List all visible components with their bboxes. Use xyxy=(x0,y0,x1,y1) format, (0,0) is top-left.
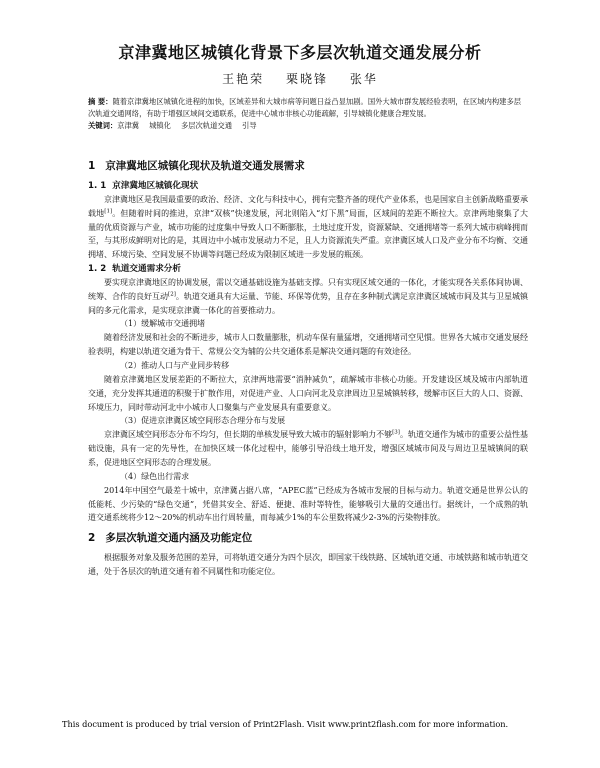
item-heading: （1）缓解城市交通拥堵 xyxy=(120,319,206,329)
abstract-label: 摘 要： xyxy=(88,97,113,106)
citation: [3] xyxy=(392,429,400,436)
author-name: 王艳荣 xyxy=(222,72,265,86)
item-heading: （3）促进京津冀区域空间形态合理分布与发展 xyxy=(120,416,286,426)
section-title: 京津冀地区城镇化现状及轨道交通发展需求 xyxy=(105,160,305,172)
item-heading: （4）绿色出行需求 xyxy=(120,471,190,481)
subsection-heading xyxy=(88,262,528,276)
paragraph-text: 京津冀区域空间形态分布不均匀，但长期的单核发展导致大城市的辐射影响力不够 xyxy=(104,430,393,440)
paragraph xyxy=(88,428,528,469)
paragraph: 随着经济发展和社会的不断进步，城市人口数量膨胀，机动车保有量猛增，交通拥堵司空见惯。世界各大城市交通发展经验表明，构建以轨道交通为骨干、常规公交为辅的公共交通体系是解决交通问题的有效途径。 xyxy=(88,333,528,357)
paragraph xyxy=(88,193,528,262)
keyword: 引导 xyxy=(242,121,257,130)
paragraph-text: 。轨道交通作为城市的重要公益性基础设施，具有一定的先导性，在加快区域一体化过程中，能够引导沿线土地开发，增强区域城市间及与周边卫星城镇间的联系，促进地区空间形态的合理发展。 xyxy=(88,430,528,467)
paper-body xyxy=(88,158,528,579)
paragraph-text: 要实现京津冀地区的协调发展，需以交通基础设施为基础支撑。只有实现区域交通的一体化，才能实现各关系体间协调、统筹、合作的良好互动 xyxy=(88,277,528,301)
item-heading: （2）推动人口与产业同步转移 xyxy=(120,360,230,370)
author-list xyxy=(0,70,600,87)
abstract-block xyxy=(88,96,528,132)
paragraph-text: 。轨道交通具有大运量、节能、环保等优势，且存在多种制式满足京津冀区域城市间及其与卫星城镇间的多元化需求，是实现京津冀一体化的首要推动力。 xyxy=(88,291,529,315)
paragraph xyxy=(88,276,528,317)
subsection-title: 京津冀地区城镇化现状 xyxy=(112,181,199,191)
keywords-label: 关键词： xyxy=(88,121,118,130)
author-name: 栗晓锋 xyxy=(285,72,328,86)
section-title: 多层次轨道交通内涵及功能定位 xyxy=(105,532,253,545)
paragraph-text: 。但随着时间的推进，京津“双核”快速发展，河北则陷入“灯下黑”局面，区域间的差距不断拉大。京津两地聚集了大量的优质资源与产业，城市功能的过度集中导致人口不断膨胀，土地过度开发，资源紧缺、交通拥堵等一系列大城市病峰拥而至，与其形成鲜明对比的是，其周边中小城市发展动力不足，且人力资源流失严重。京津冀区域人口及产业分布不均衡、交通拥堵、环境污染、空间发展不协调等问题已经成为限制区域进一步发展的瓶颈。 xyxy=(88,208,529,260)
section-number: 1 xyxy=(88,160,96,172)
author-name: 张华 xyxy=(349,72,378,86)
keyword: 京津冀 xyxy=(117,121,140,130)
citation: [1] xyxy=(104,208,113,215)
paper-title: 京津冀地区城镇化背景下多层次轨道交通发展分析 xyxy=(118,43,482,62)
paragraph: 根据服务对象及服务范围的差异，可将轨道交通分为四个层次，即国家干线铁路、区域轨道交通、市域铁路和城市轨道交通，处于各层次的轨道交通有着不同属性和功能定位。 xyxy=(88,553,528,576)
section-number: 2 xyxy=(88,532,96,545)
trial-watermark-text: This document is produced by trial version of Print2Flash. Visit www.print2flash.com for more information. xyxy=(62,719,509,729)
subsection-heading xyxy=(88,179,528,193)
keyword: 城镇化 xyxy=(149,121,171,130)
citation: [2] xyxy=(168,291,176,298)
subsection-number: 1. 2 xyxy=(88,263,107,274)
paragraph: 2014年中国空气最差十城中，京津冀占据八席，“APEC蓝”已经成为各城市发展的目标与动力。轨道交通是世界公认的低能耗、少污染的“绿色交通”，凭借其安全、舒适、便捷、准时等特性，能够吸引大量的交通出行。据统计，一个成熟的轨道交通系统将少12～20%的机动车出行周转量，而每减少1%的车公里数将减少2-3%的污染物排放。 xyxy=(88,485,528,523)
paragraph-text: 京津冀地区是我国最重要的政治、经济、文化与科技中心，拥有完整齐备的现代产业体系，也是国家自主创新战略重要承载地 xyxy=(88,195,528,218)
abstract xyxy=(88,96,528,120)
paragraph: 随着京津冀地区发展差距的不断拉大，京津两地需要“消肿减负”，疏解城市非核心功能。开发建设区域及城市内部轨道交通，充分发挥其通道的积聚于扩散作用，对促进产业、人口向河北及京津周边卫星城镇转移，缓解市区巨大的人口、资源、环境压力，同时带动河北中小城市人口聚集与产业发展具有重要意义。 xyxy=(88,374,528,412)
section-heading xyxy=(88,530,528,546)
keywords xyxy=(88,120,528,132)
abstract-text: 随着京津冀地区城镇化进程的加快，区域差异和大城市病等问题日益凸显加剧。国外大城市群发展经验表明，在区域内构建多层次轨道交通网络，有助于增强区域间交通联系，促进中心城市非核心功能疏解，引导城镇化健康合理发展。 xyxy=(88,97,522,118)
subsection-title: 轨道交通需求分析 xyxy=(112,263,181,274)
subsection-number: 1. 1 xyxy=(88,181,107,191)
keyword: 多层次轨道交通 xyxy=(180,121,233,130)
section-heading xyxy=(88,158,528,174)
